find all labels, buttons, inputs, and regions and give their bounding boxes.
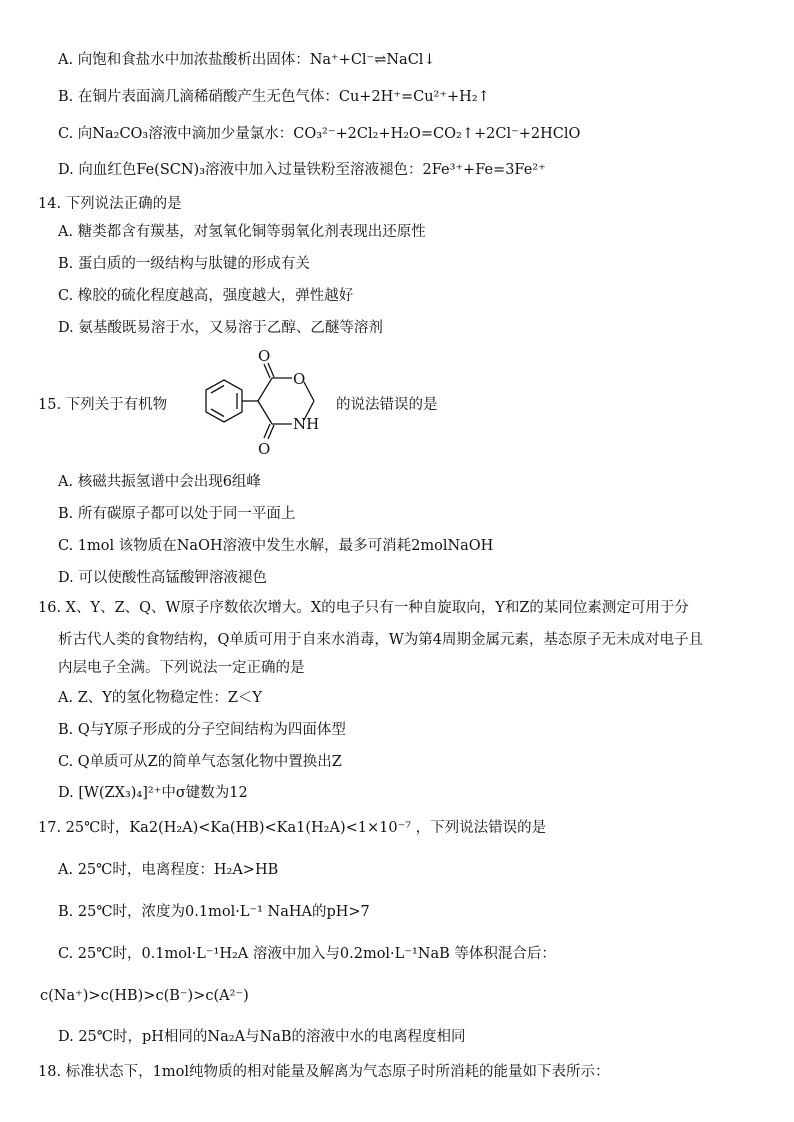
organic-molecule-structure (184, 344, 334, 464)
q16-stem-line1: 16. X、Y、Z、Q、W原子序数依次增大。X的电子只有一种自旋取向，Y和Z的某同位素测定可用于分 (38, 600, 689, 616)
atom-label-o-top: O (258, 347, 271, 365)
q13-option-b: B. 在铜片表面滴几滴稀硝酸产生无色气体：Cu+2H⁺=Cu²⁺+H₂↑ (58, 89, 490, 105)
q14-option-a: A. 糖类都含有羰基，对氢氧化铜等弱氧化剂表现出还原性 (58, 224, 426, 240)
q18-stem: 18. 标准状态下，1mol纯物质的相对能量及解离为气态原子时所消耗的能量如下表所示： (38, 1064, 610, 1080)
q16-stem-line2: 析古代人类的食物结构，Q单质可用于自来水消毒，W为第4周期金属元素，基态原子无未成对电子且 (58, 632, 704, 648)
q13-option-a: A. 向饱和食盐水中加浓盐酸析出固体：Na⁺+Cl⁻⇌NaCl↓ (58, 52, 436, 68)
q15-stem-suffix: 的说法错误的是 (336, 397, 438, 413)
q17-option-a: A. 25℃时，电离程度：H₂A>HB (58, 862, 279, 878)
q14-option-d: D. 氨基酸既易溶于水，又易溶于乙醇、乙醚等溶剂 (58, 320, 383, 336)
q15-option-d: D. 可以使酸性高锰酸钾溶液褪色 (58, 570, 267, 586)
q16-option-d: D. [W(ZX₃)₄]²⁺中σ键数为12 (58, 785, 248, 801)
q14-stem: 14. 下列说法正确的是 (38, 196, 182, 212)
q14-option-c: C. 橡胶的硫化程度越高，强度越大，弹性越好 (58, 288, 354, 304)
q16-option-a: A. Z、Y的氢化物稳定性：Z＜Y (58, 690, 262, 706)
atom-label-o-ring: O (293, 370, 306, 388)
q15-option-c: C. 1mol 该物质在NaOH溶液中发生水解，最多可消耗2molNaOH (58, 538, 494, 554)
q17-option-c-continued: c(Na⁺)>c(HB)>c(B⁻)>c(A²⁻) (40, 988, 249, 1004)
q13-option-c: C. 向Na₂CO₃溶液中滴加少量氯水：CO₃²⁻+2Cl₂+H₂O=CO₂↑+2Cl⁻+2HClO (58, 126, 581, 142)
atom-label-nh: NH (293, 415, 320, 433)
q15-option-a: A. 核磁共振氢谱中会出现6组峰 (58, 474, 261, 490)
q16-stem-line3: 内层电子全满。下列说法一定正确的是 (58, 660, 305, 676)
q13-option-d: D. 向血红色Fe(SCN)₃溶液中加入过量铁粉至溶液褪色：2Fe³⁺+Fe=3Fe²⁺ (58, 162, 546, 178)
q17-stem: 17. 25℃时，Ka2(H₂A)<Ka(HB)<Ka1(H₂A)<1×10⁻⁷ ，下列说法错误的是 (38, 820, 547, 836)
q17-option-c: C. 25℃时，0.1mol·L⁻¹H₂A 溶液中加入与0.2mol·L⁻¹NaB 等体积混合后： (58, 946, 556, 962)
q14-option-b: B. 蛋白质的一级结构与肽键的形成有关 (58, 256, 310, 272)
q15-stem-prefix: 15. 下列关于有机物 (38, 397, 168, 413)
q16-option-c: C. Q单质可从Z的简单气态氢化物中置换出Z (58, 754, 342, 770)
q15-option-b: B. 所有碳原子都可以处于同一平面上 (58, 506, 296, 522)
q17-option-d: D. 25℃时，pH相同的Na₂A与NaB的溶液中水的电离程度相同 (58, 1029, 466, 1045)
atom-label-o-bottom: O (258, 440, 271, 458)
q17-option-b: B. 25℃时，浓度为0.1mol·L⁻¹ NaHA的pH>7 (58, 904, 370, 920)
q16-option-b: B. Q与Y原子形成的分子空间结构为四面体型 (58, 722, 346, 738)
